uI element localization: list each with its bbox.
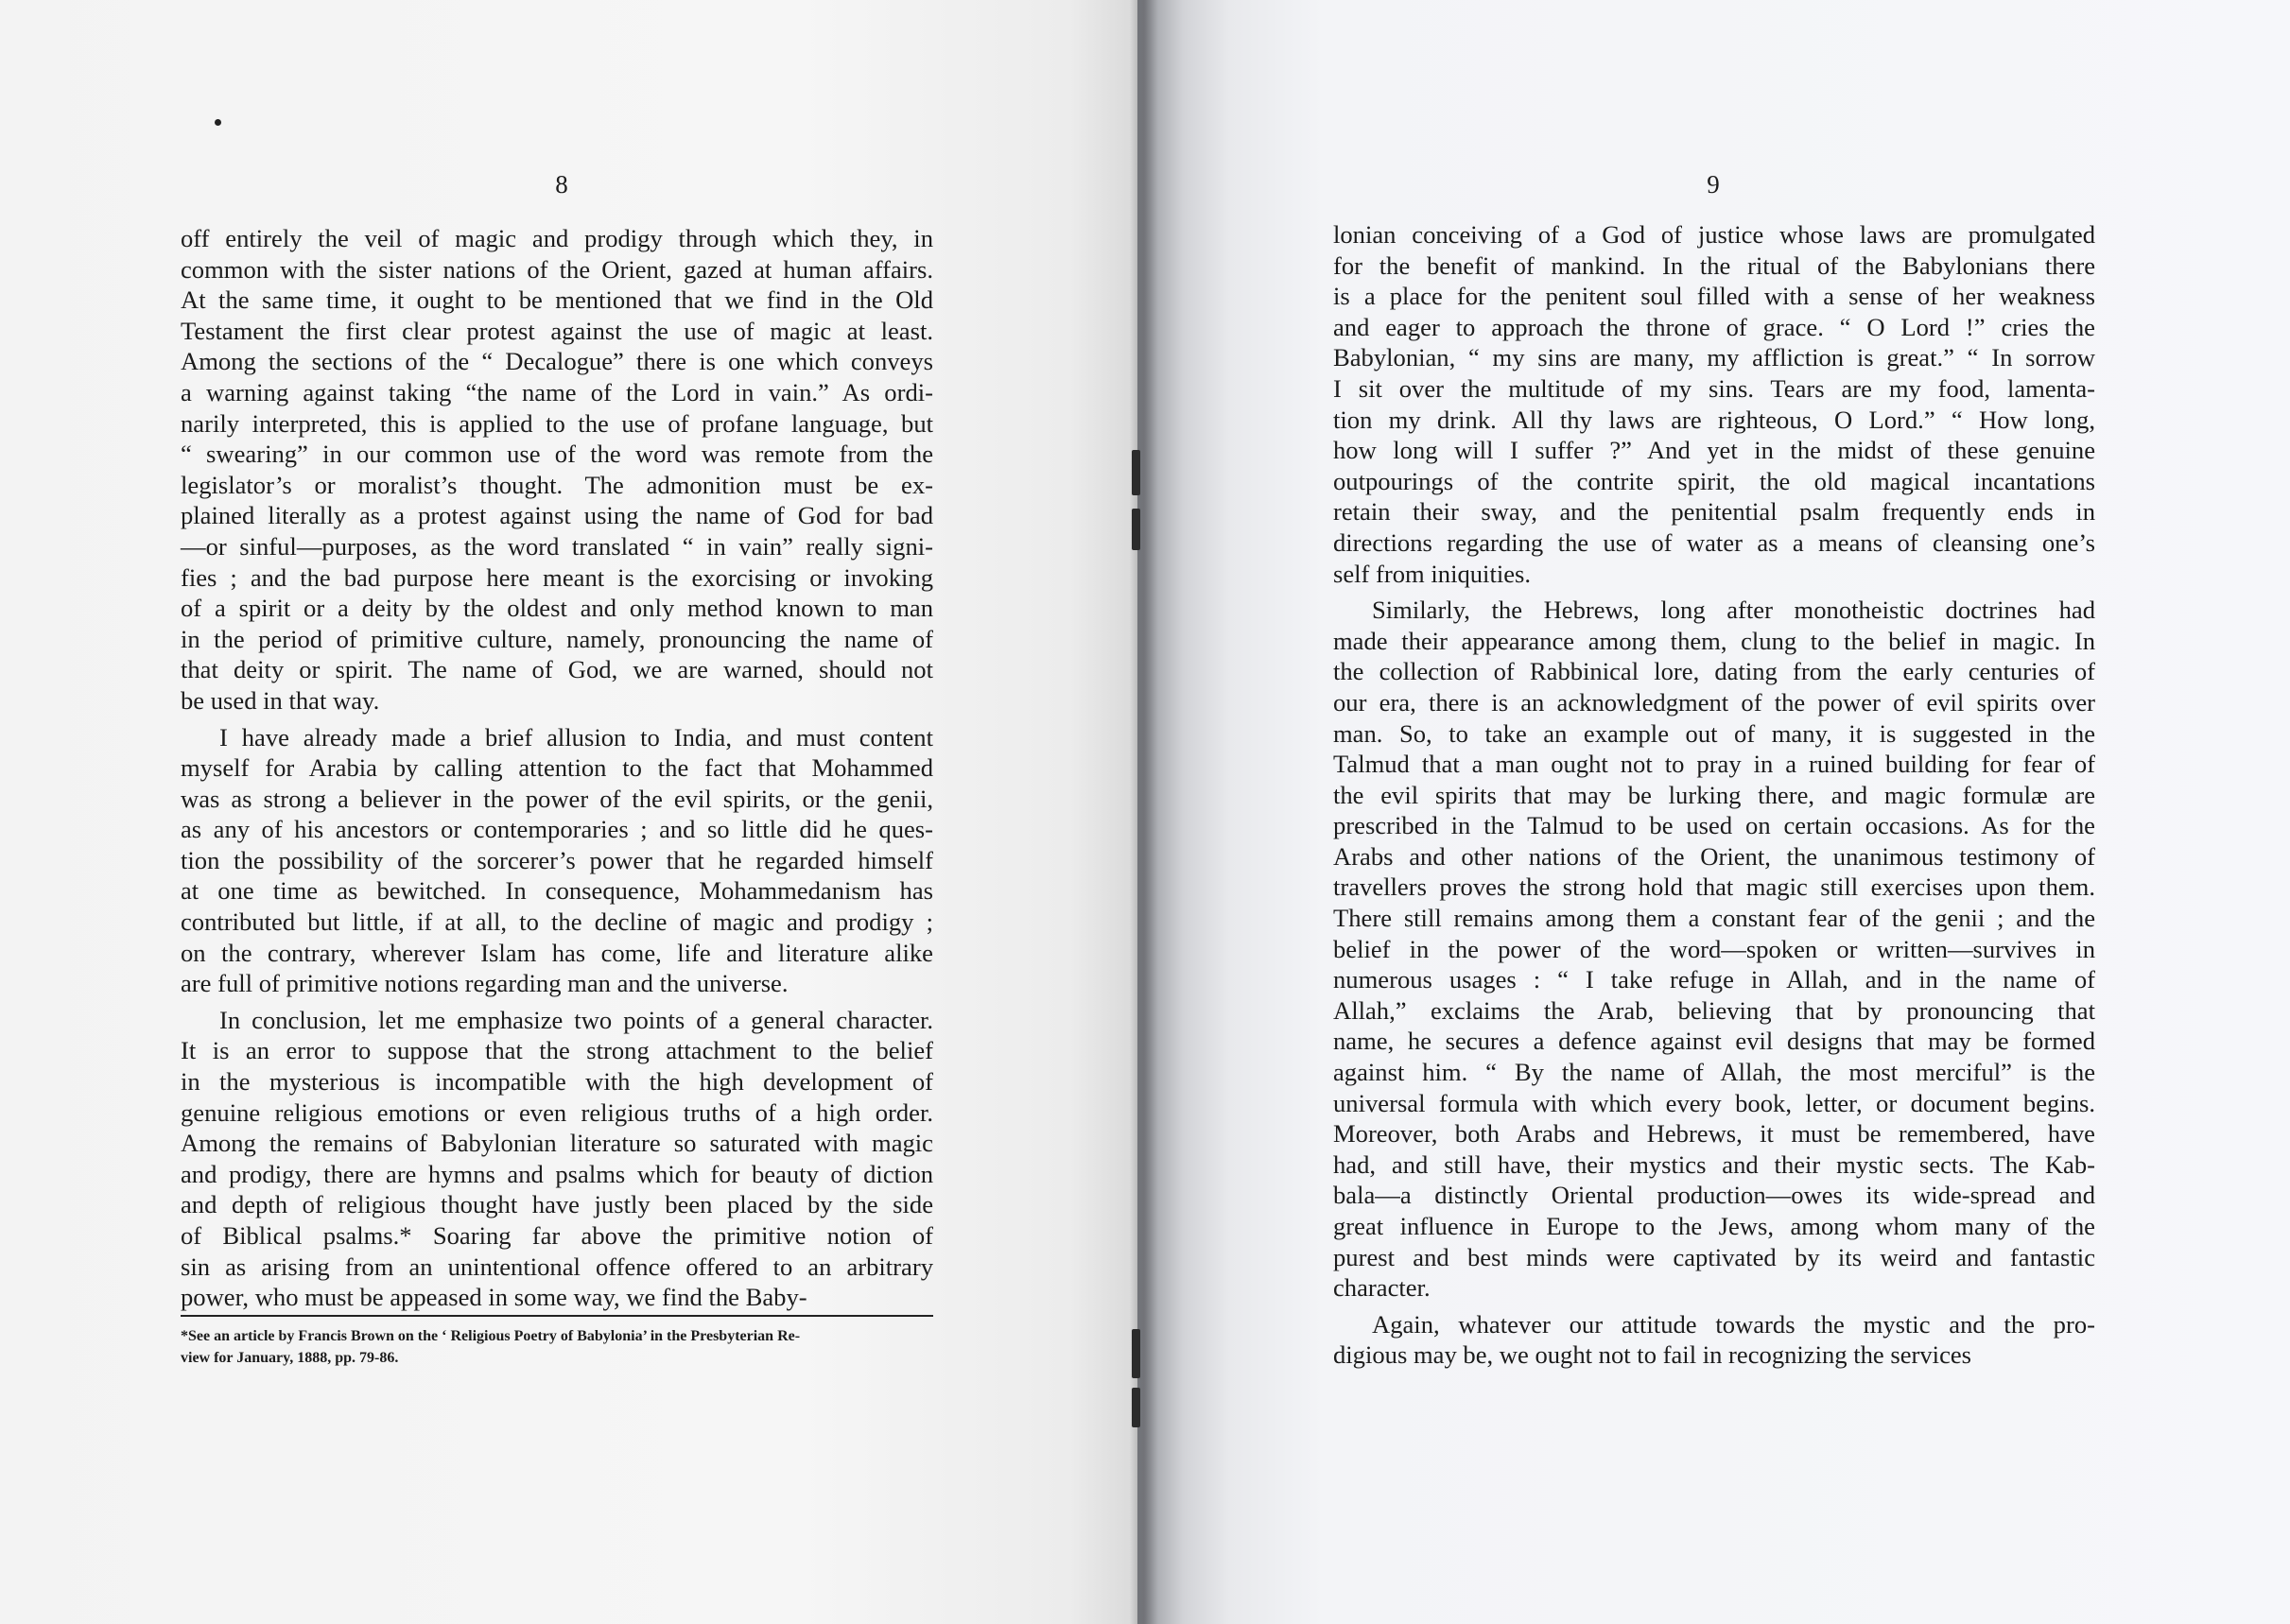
text-line: Talmud that a man ought not to pray in a ruined building for fear of <box>1333 750 2095 779</box>
text-line: for the benefit of mankind. In the ritual of the Babylonians there <box>1333 251 2095 280</box>
text-line: common with the sister nations of the Orient, gazed at human affairs. <box>181 254 933 284</box>
right-page <box>1137 0 2290 1624</box>
text-line: bala—a distinctly Oriental production—owes its wide-spread and <box>1333 1181 2095 1210</box>
text-line: name, he secures a defence against evil designs that may be formed <box>1333 1027 2095 1056</box>
footnote-line: view for January, 1888, pp. 79-86. <box>181 1350 399 1366</box>
text-line: prescribed in the Talmud to be used on certain occasions. As for the <box>1333 811 2095 840</box>
text-line: lonian conceiving of a God of justice whose laws are promulgated <box>1333 220 2095 249</box>
text-line: outpourings of the contrite spirit, the old magical incantations <box>1333 466 2095 495</box>
text-line: Among the remains of Babylonian literature so saturated with magic <box>181 1129 933 1158</box>
text-line: Allah,” exclaims the Arab, believing that by pronouncing that <box>1333 995 2095 1025</box>
text-line: I have already made a brief allusion to India, and must content <box>219 722 933 752</box>
paragraph <box>1333 595 2095 1304</box>
text-line: legislator’s or moralist’s thought. The admonition must be ex- <box>181 470 933 499</box>
text-line: digious may be, we ought not to fail in recognizing the services <box>1333 1340 1972 1370</box>
text-line: “ swearing” in our common use of the word was remote from the <box>181 440 933 469</box>
footnote-rule <box>181 1315 933 1317</box>
text-line: of a spirit or a deity by the oldest and only method known to man <box>181 594 933 623</box>
text-line: There still remains among them a constant fear of the genii ; and the <box>1333 904 2095 933</box>
text-line: our era, there is an acknowledgment of the power of evil spirits over <box>1333 687 2095 717</box>
text-line: in the period of primitive culture, namely, pronouncing the name of <box>181 624 933 653</box>
text-line: At the same time, it ought to be mentioned that we find in the Old <box>181 285 933 315</box>
text-line: fies ; and the bad purpose here meant is the exorcising or invoking <box>181 562 933 592</box>
staple-bottom-upper <box>1132 1329 1140 1378</box>
text-line: universal formula with which every book, letter, or document begins. <box>1333 1088 2095 1117</box>
text-line: tion my drink. All thy laws are righteous, O Lord.” “ How long, <box>1333 405 2095 434</box>
text-line: contributed but little, if at all, to the decline of magic and prodigy ; <box>181 907 933 937</box>
footnote-line: *See an article by Francis Brown on the ‘ Religious Poetry of Babylonia’ in the Presbyterian Re- <box>181 1328 801 1344</box>
text-line: and prodigy, there are hymns and psalms which for beauty of diction <box>181 1159 933 1188</box>
staple-top-upper <box>1132 450 1140 495</box>
page-number-left: 8 <box>555 170 568 199</box>
text-line: travellers proves the strong hold that magic still exercises upon them. <box>1333 872 2095 902</box>
text-line: myself for Arabia by calling attention to the fact that Mohammed <box>181 753 933 783</box>
text-line: belief in the power of the word—spoken or written—survives in <box>1333 934 2095 963</box>
text-line: at one time as bewitched. In consequence, Mohammedanism has <box>181 876 933 906</box>
text-line: tion the possibility of the sorcerer’s power that he regarded himself <box>181 845 933 874</box>
ink-speck <box>215 119 221 126</box>
text-line: the evil spirits that may be lurking there, and magic formulæ are <box>1333 780 2095 809</box>
text-line: Arabs and other nations of the Orient, the unanimous testimony of <box>1333 841 2095 871</box>
text-line: —or sinful—purposes, as the word translated “ in vain” really signi- <box>181 531 933 561</box>
gutter-shadow <box>1130 0 1158 1624</box>
text-line: sin as arising from an unintentional offence offered to an arbitrary <box>181 1252 933 1281</box>
text-line: I sit over the multitude of my sins. Tears are my food, lamenta- <box>1333 373 2095 403</box>
text-line: numerous usages : “ I take refuge in Allah, and in the name of <box>1333 965 2095 994</box>
text-line: purest and best minds were captivated by its weird and fantastic <box>1333 1242 2095 1271</box>
text-line: It is an error to suppose that the strong attachment to the belief <box>181 1036 933 1065</box>
text-line: made their appearance among them, clung to the belief in magic. In <box>1333 626 2095 655</box>
text-line: Moreover, both Arabs and Hebrews, it must be remembered, have <box>1333 1119 2095 1149</box>
right-page-text <box>1333 219 2095 1371</box>
paragraph <box>181 722 933 999</box>
text-line: be used in that way. <box>181 685 380 715</box>
text-line: self from iniquities. <box>1333 559 1532 588</box>
text-line: narily interpreted, this is applied to the use of profane language, but <box>181 408 933 438</box>
text-line: man. So, to take an example out of many, it is suggested in the <box>1333 718 2095 748</box>
staple-top-lower <box>1132 509 1140 550</box>
paragraph <box>181 223 933 717</box>
left-page-text <box>181 223 933 1313</box>
paragraph <box>1333 219 2095 589</box>
text-line: directions regarding the use of water as a means of cleansing one’s <box>1333 527 2095 557</box>
text-line: Among the sections of the “ Decalogue” there is one which conveys <box>181 347 933 376</box>
footnote <box>181 1325 933 1369</box>
text-line: is a place for the penitent soul filled with a sense of her weakness <box>1333 282 2095 311</box>
text-line: that deity or spirit. The name of God, we are warned, should not <box>181 655 933 684</box>
text-line: character. <box>1333 1273 1431 1303</box>
text-line: against him. “ By the name of Allah, the most merciful” is the <box>1333 1058 2095 1087</box>
text-line: In conclusion, let me emphasize two points of a general character. <box>219 1005 933 1034</box>
text-line: a warning against taking “the name of the Lord in vain.” As ordi- <box>181 377 933 406</box>
text-line: Testament the first clear protest against the use of magic at least. <box>181 316 933 345</box>
text-line: Again, whatever our attitude towards the mystic and the pro- <box>1372 1309 2095 1339</box>
staple-bottom-lower <box>1132 1388 1140 1427</box>
page-number-right: 9 <box>1707 170 1720 199</box>
text-line: are full of primitive notions regarding man and the universe. <box>181 969 789 998</box>
text-line: had, and still have, their mystics and their mystic sects. The Kab- <box>1333 1149 2095 1179</box>
text-line: on the contrary, wherever Islam has come, life and literature alike <box>181 938 933 967</box>
text-line: plained literally as a protest against using the name of God for bad <box>181 501 933 530</box>
text-line: as any of his ancestors or contemporaries ; and so little did he ques- <box>181 815 933 844</box>
text-line: Babylonian, “ my sins are many, my affliction is great.” “ In sorrow <box>1333 343 2095 372</box>
text-line: retain their sway, and the penitential psalm frequently ends in <box>1333 497 2095 527</box>
text-line: and eager to approach the throne of grace. “ O Lord !” cries the <box>1333 312 2095 341</box>
paragraph <box>181 1005 933 1313</box>
text-line: genuine religious emotions or even religious truths of a high order. <box>181 1097 933 1127</box>
text-line: and depth of religious thought have justly been placed by the side <box>181 1190 933 1219</box>
text-line: how long will I suffer ?” And yet in the midst of these genuine <box>1333 436 2095 465</box>
text-line: Similarly, the Hebrews, long after monotheistic doctrines had <box>1372 596 2095 625</box>
left-page <box>0 0 1137 1624</box>
text-line: was as strong a believer in the power of the evil spirits, or the genii, <box>181 784 933 813</box>
text-line: the collection of Rabbinical lore, dating from the early centuries of <box>1333 657 2095 686</box>
text-line: off entirely the veil of magic and prodigy through which they, in <box>181 224 933 252</box>
text-line: power, who must be appeased in some way, we find the Baby- <box>181 1283 807 1312</box>
text-line: in the mysterious is incompatible with the high development of <box>181 1067 933 1097</box>
text-line: great influence in Europe to the Jews, among whom many of the <box>1333 1212 2095 1240</box>
text-line: of Biblical psalms.* Soaring far above the primitive notion of <box>181 1221 933 1250</box>
paragraph <box>1333 1309 2095 1371</box>
